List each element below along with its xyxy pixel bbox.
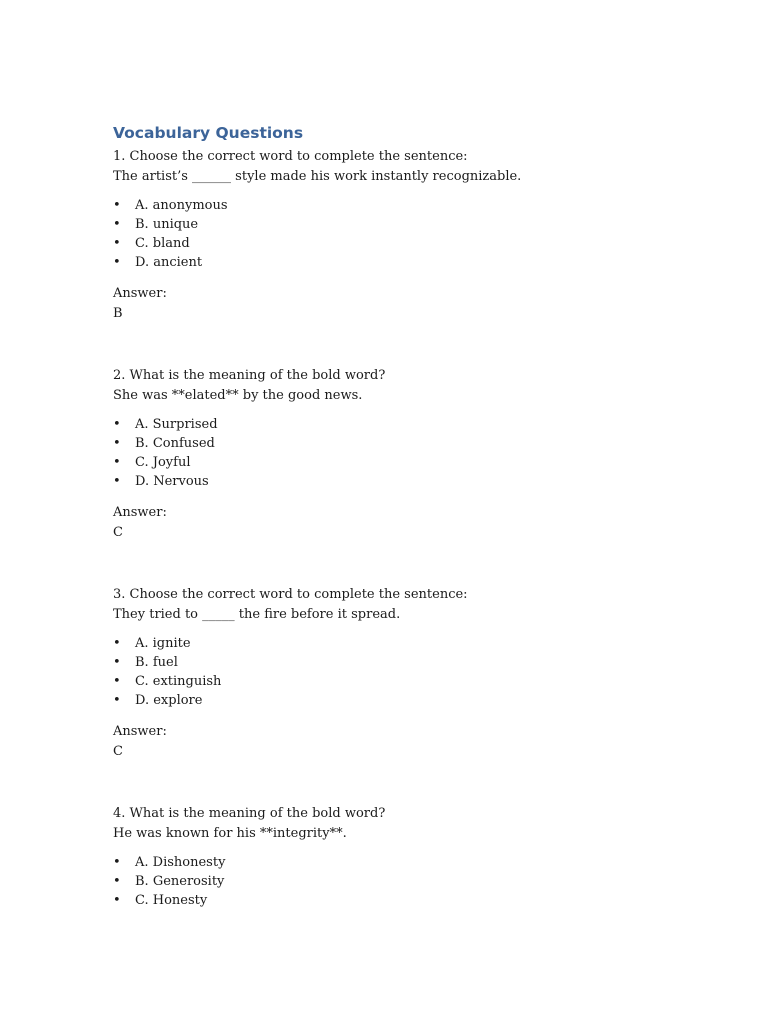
question-prompt: 3. Choose the correct word to complete the sentence: (113, 587, 468, 602)
bullet-icon: • (113, 636, 121, 651)
bullet-icon: • (113, 255, 121, 270)
option-item (113, 434, 708, 453)
answer-label: Answer: (113, 286, 167, 301)
option-item (113, 891, 708, 910)
option-label: D. ancient (135, 255, 203, 270)
question-4 (113, 804, 708, 910)
option-label: C. extinguish (135, 674, 222, 689)
bullet-icon: • (113, 455, 121, 470)
answer-value: B (113, 305, 123, 321)
option-item (113, 253, 708, 272)
bullet-icon: • (113, 417, 121, 432)
option-item (113, 215, 708, 234)
option-label: C. bland (135, 236, 190, 251)
option-item (113, 634, 708, 653)
option-list (113, 196, 708, 272)
bullet-icon: • (113, 198, 121, 213)
bullet-icon: • (113, 236, 121, 251)
bullet-icon: • (113, 874, 121, 889)
option-item (113, 853, 708, 872)
option-item (113, 672, 708, 691)
bullet-icon: • (113, 474, 121, 489)
answer-value: C (113, 743, 123, 759)
answer-block (113, 503, 708, 542)
question-prompt: 1. Choose the correct word to complete the sentence: (113, 149, 468, 164)
option-label: A. Dishonesty (135, 855, 226, 870)
question-sentence: She was **elated** by the good news. (113, 387, 363, 403)
question-1 (113, 147, 708, 323)
option-label: C. Joyful (135, 455, 191, 470)
option-label: A. anonymous (135, 198, 228, 213)
question-prompt: 2. What is the meaning of the bold word? (113, 368, 386, 383)
option-label: A. ignite (135, 636, 191, 651)
answer-value: C (113, 524, 123, 540)
option-label: A. Surprised (135, 417, 218, 432)
option-list (113, 634, 708, 710)
bullet-icon: • (113, 217, 121, 232)
answer-label: Answer: (113, 724, 167, 739)
option-list (113, 853, 708, 910)
answer-label: Answer: (113, 505, 167, 520)
option-item (113, 691, 708, 710)
option-label: B. unique (135, 217, 199, 232)
option-item (113, 453, 708, 472)
question-3 (113, 585, 708, 761)
option-label: B. Generosity (135, 874, 225, 889)
option-label: B. fuel (135, 655, 178, 670)
document-title: Vocabulary Questions (113, 124, 304, 142)
option-label: C. Honesty (135, 893, 208, 908)
option-list (113, 415, 708, 491)
answer-block (113, 284, 708, 323)
bullet-icon: • (113, 436, 121, 451)
question-sentence: He was known for his **integrity**. (113, 825, 347, 841)
option-item (113, 415, 708, 434)
bullet-icon: • (113, 674, 121, 689)
option-item (113, 872, 708, 891)
bullet-icon: • (113, 855, 121, 870)
question-sentence: The artist’s ______ style made his work instantly recognizable. (113, 168, 522, 184)
question-2 (113, 366, 708, 542)
question-sentence: They tried to _____ the fire before it spread. (113, 606, 401, 622)
bullet-icon: • (113, 693, 121, 708)
option-item (113, 653, 708, 672)
bullet-icon: • (113, 655, 121, 670)
answer-block (113, 722, 708, 761)
option-label: D. explore (135, 693, 203, 708)
bullet-icon: • (113, 893, 121, 908)
option-label: D. Nervous (135, 474, 209, 489)
option-item (113, 196, 708, 215)
option-label: B. Confused (135, 436, 215, 451)
option-item (113, 472, 708, 491)
option-item (113, 234, 708, 253)
question-prompt: 4. What is the meaning of the bold word? (113, 806, 386, 821)
